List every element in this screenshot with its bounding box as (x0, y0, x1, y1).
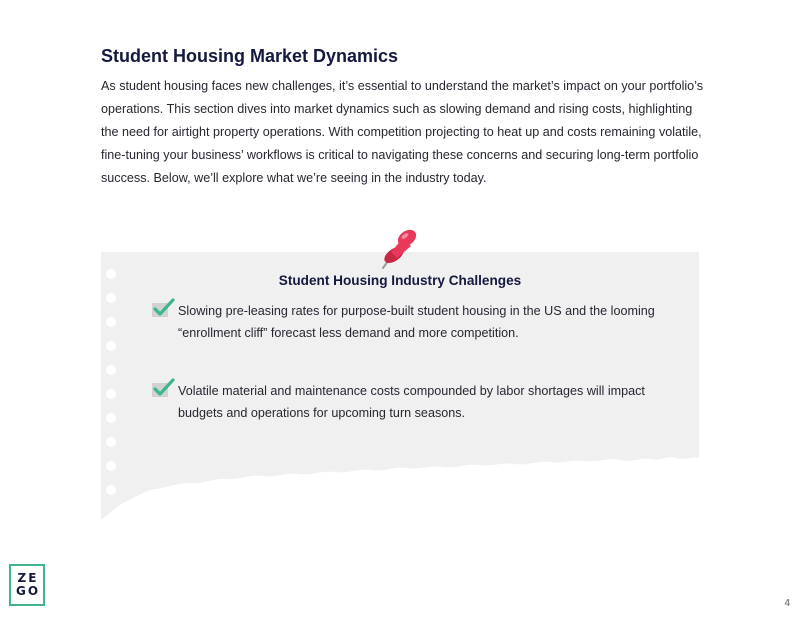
intro-paragraph: As student housing faces new challenges, it’s essential to understand the market’s impact on your portfolio’s operations. This section dives into market dynamics such as slowing demand and rising costs, highlighting the need for airtight property operations. With competition projecting to heat up and costs remaining volatile, fine-tuning your business’ workflows is critical to navigating these concerns and securing long-term portfolio success. Below, we’ll explore what we’re seeing in the industry today. (101, 79, 704, 185)
challenge-text: Volatile material and maintenance costs compounded by labor shortages will impact budgets and operations for upcoming turn seasons. (178, 384, 645, 420)
logo-line-2: GO (15, 584, 41, 598)
page-number: 4 (784, 598, 790, 609)
zego-logo (9, 564, 45, 606)
checkmark-icon (152, 378, 176, 398)
checkmark-icon (152, 298, 176, 318)
challenge-item (152, 298, 655, 348)
challenge-item (152, 378, 652, 428)
challenge-text: Slowing pre-leasing rates for purpose-built student housing in the US and the looming “enrollment cliff” forecast less demand and more competition. (178, 304, 655, 340)
page-title: Student Housing Market Dynamics (101, 46, 399, 66)
logo-line-1: ZE (17, 571, 39, 585)
pushpin-icon (375, 224, 425, 270)
card-title: Student Housing Industry Challenges (278, 273, 522, 288)
